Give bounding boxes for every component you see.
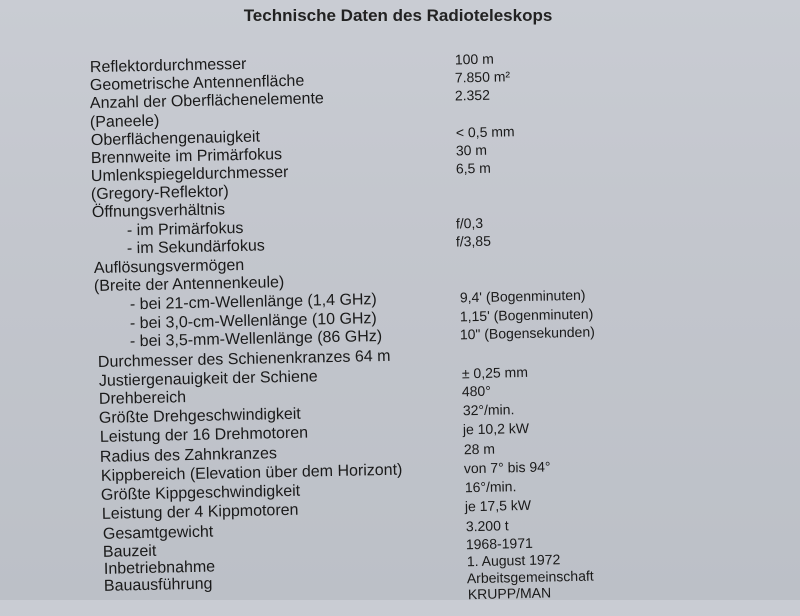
spec-label: Größte Kippgeschwindigkeit bbox=[100, 482, 301, 504]
spec-value: 7.850 m² bbox=[454, 68, 511, 86]
spec-label: Bauausführung bbox=[103, 575, 213, 595]
spec-label: Durchmesser des Schienenkranzes 64 m bbox=[97, 347, 391, 371]
spec-label: Geometrische Antennenfläche bbox=[89, 72, 305, 95]
spec-label: - bei 21-cm-Wellenlänge (1,4 GHz) bbox=[129, 291, 377, 314]
spec-value: 9,4' (Bogenminuten) bbox=[459, 286, 586, 306]
spec-label: Größte Drehgeschwindigkeit bbox=[98, 405, 301, 427]
spec-value: f/3,85 bbox=[455, 232, 492, 250]
spec-label: (Breite der Antennenkeule) bbox=[93, 274, 285, 296]
spec-value: f/0,3 bbox=[455, 214, 484, 232]
spec-value: 10" (Bogensekunden) bbox=[459, 323, 595, 343]
spec-label: Öffnungsverhältnis bbox=[91, 201, 226, 222]
spec-label: Inbetriebnahme bbox=[103, 558, 216, 578]
spec-value: je 17,5 kW bbox=[464, 496, 532, 515]
spec-value: 1968-1971 bbox=[465, 534, 533, 553]
spec-label: Leistung der 4 Kippmotoren bbox=[101, 501, 299, 523]
spec-value: < 0,5 mm bbox=[455, 123, 515, 141]
spec-label: Justiergenauigkeit der Schiene bbox=[98, 368, 318, 390]
spec-value: 1,15' (Bogenminuten) bbox=[459, 305, 594, 325]
spec-label: Radius des Zahnkranzes bbox=[99, 445, 278, 466]
spec-value: 480° bbox=[461, 382, 491, 400]
spec-label: Gesamtgewicht bbox=[102, 523, 214, 543]
spec-label: Reflektordurchmesser bbox=[89, 55, 247, 77]
spec-label: - bei 3,5-mm-Wellenlänge (86 GHz) bbox=[129, 327, 383, 351]
spec-label: Auflösungsvermögen bbox=[93, 256, 245, 278]
spec-value: je 10,2 kW bbox=[462, 419, 530, 438]
spec-value: 100 m bbox=[454, 50, 494, 68]
spec-value: 1. August 1972 bbox=[466, 551, 561, 570]
spec-value: KRUPP/MAN bbox=[467, 584, 552, 603]
spec-value: Arbeitsgemeinschaft bbox=[466, 567, 594, 587]
spec-label: - im Sekundärfokus bbox=[126, 237, 265, 258]
spec-label: - im Primärfokus bbox=[126, 219, 244, 240]
spec-label: Anzahl der Oberflächenelemente bbox=[89, 90, 324, 113]
spec-value: ± 0,25 mm bbox=[461, 363, 529, 382]
spec-value: 16°/min. bbox=[464, 478, 517, 496]
spec-label: - bei 3,0-cm-Wellenlänge (10 GHz) bbox=[129, 310, 377, 333]
page-title: Technische Daten des Radioteleskops bbox=[243, 6, 553, 25]
spec-value: 2.352 bbox=[454, 86, 491, 104]
spec-value: 28 m bbox=[463, 440, 496, 458]
spec-label: (Paneele) bbox=[89, 112, 160, 132]
spec-label: Oberflächengenauigkeit bbox=[90, 128, 261, 150]
spec-label: Brennweite im Primärfokus bbox=[90, 146, 283, 168]
spec-label: Bauzeit bbox=[102, 542, 157, 561]
spec-value: 3.200 t bbox=[465, 517, 509, 535]
spec-label: Drehbereich bbox=[98, 389, 187, 408]
spec-value: von 7° bis 94° bbox=[463, 458, 551, 477]
spec-label: Umlenkspiegeldurchmesser bbox=[90, 163, 289, 186]
spec-value: 32°/min. bbox=[462, 401, 515, 419]
spec-value: 30 m bbox=[455, 141, 488, 159]
spec-label: Kippbereich (Elevation über dem Horizont) bbox=[100, 461, 403, 485]
spec-label: Leistung der 16 Drehmotoren bbox=[99, 424, 309, 446]
spec-value: 6,5 m bbox=[455, 159, 492, 177]
spec-label: (Gregory-Reflektor) bbox=[90, 183, 229, 204]
